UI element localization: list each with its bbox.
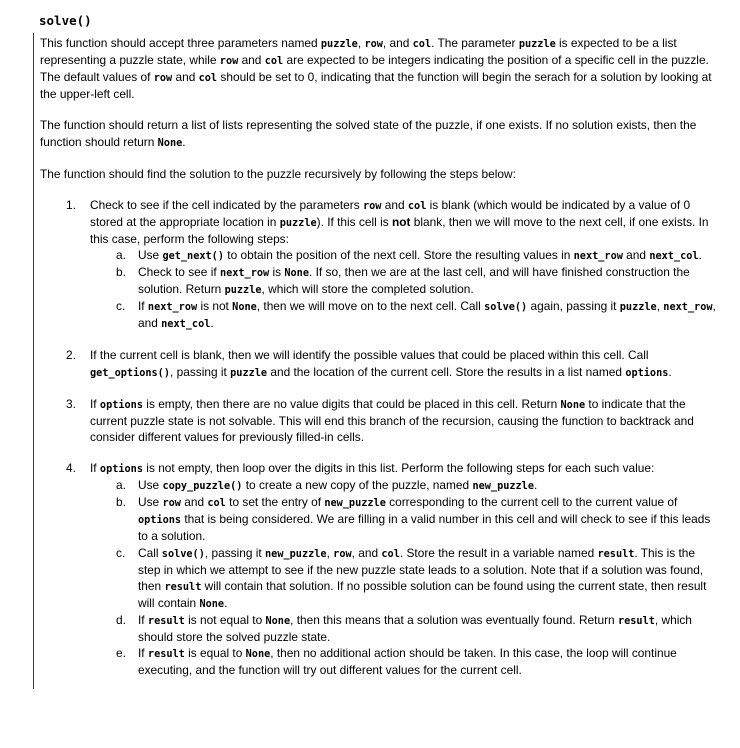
step-1-text: Check to see if the cell indicated by the parameters row and col is blank (which would be indicated by a value of 0 stored at the appropriate location in puzzle). If this cell is not blank, then we will move to the next cell, if one exists. In this case, perform the following steps: [90,198,709,247]
step-4-substep-c-marker: c. [116,545,126,560]
step-1-substep-b [90,264,720,298]
step-4-body [90,460,720,678]
step-4-substep-a-text: Use copy_puzzle() to create a new copy of the puzzle, named new_puzzle. [138,478,538,493]
paragraph-recursive-intro: The function should find the solution to the puzzle recursively by following the steps below: [40,166,516,181]
steps-list [40,197,720,679]
step-4-marker: 4. [66,461,76,476]
step-3-body [90,396,720,446]
step-1-substep-b-text: Check to see if next_row is None. If so, then we are at the last cell, and will have finished construction the solution. Return puzzle, which will store the completed solution. [138,265,690,297]
step-1-substeps [90,247,720,332]
step-1-substep-a [90,247,720,264]
step-2-text: If the current cell is blank, then we will identify the possible values that could be placed within this cell. Call get_options(), passing it puzzle and the location of the current cell. Store the results in a list named options. [90,348,672,379]
step-4-text: If options is not empty, then loop over the digits in this list. Perform the following steps for each such value: [90,461,655,476]
step-1-substep-c [90,298,720,332]
step-3 [40,396,720,446]
step-4-substep-e [90,645,720,678]
step-4-substep-c-text: Call solve(), passing it new_puzzle, row, and col. Store the result in a variable named result. This is the step in which we attempt to see if the new puzzle state leads to a solution. Note that if a solution was found, then result will contain that solution. If no possible solution can be found using the current state, then result will contain None. [138,545,707,611]
step-2 [40,347,720,380]
step-4 [40,460,720,678]
step-1-body [90,197,720,332]
step-4-substeps [90,477,720,678]
step-1-marker: 1. [66,198,76,213]
function-title: solve() [39,13,92,28]
content-block [33,33,720,689]
step-4-substep-a-marker: a. [116,478,126,493]
step-4-substep-c [90,545,720,612]
paragraph-parameters: This function should accept three parameters named puzzle, row, and col. The parameter puzzle is expected to be a list representing a puzzle state, while row and col are expected to be integers indicating the position of a specific cell in the puzzle. The default values of row and col should be set to 0, indicating that the function will begin the serach for a solution by looking at the upper-left cell. [40,36,712,102]
paragraph-return-value: The function should return a list of lists representing the solved state of the puzzle, if one exists. If no solution exists, then the function should return None. [40,118,697,149]
step-4-substep-b-text: Use row and col to set the entry of new_puzzle corresponding to the current cell to the current value of options that is being considered. We are filling in a valid number in this cell and will check to see if this leads to a solution. [138,495,711,544]
step-4-substep-d-text: If result is not equal to None, then this means that a solution was eventually found. Return result, which should store the solved puzzle state. [138,613,692,645]
step-4-substep-d-marker: d. [116,613,126,628]
step-1-substep-a-marker: a. [116,248,126,263]
step-1-substep-c-marker: c. [116,299,126,314]
step-4-substep-e-marker: e. [116,646,126,661]
step-3-marker: 3. [66,396,76,411]
step-3-text: If options is empty, then there are no value digits that could be placed in this cell. Return None to indicate that the current puzzle state is not solvable. This will end this branch of the recursion, causing the function to backtrack and consider different values for previously filled-in cells. [90,396,694,445]
step-2-marker: 2. [66,348,76,363]
step-4-substep-e-text: If result is equal to None, then no additional action should be taken. In this case, the loop will continue executing, and the function will try out different values for the current cell. [138,646,677,678]
step-1 [40,197,720,332]
step-4-substep-a [90,477,720,494]
step-4-substep-b [90,494,720,544]
step-1-substep-c-text: If next_row is not None, then we will move on to the next cell. Call solve() again, passing it puzzle, next_row, and next_col. [138,299,716,331]
step-2-body [90,347,720,380]
step-1-substep-b-marker: b. [116,265,126,280]
step-4-substep-b-marker: b. [116,495,126,510]
step-1-substep-a-text: Use get_next() to obtain the position of the next cell. Store the resulting values in next_row and next_col. [138,248,702,263]
step-4-substep-d [90,612,720,645]
